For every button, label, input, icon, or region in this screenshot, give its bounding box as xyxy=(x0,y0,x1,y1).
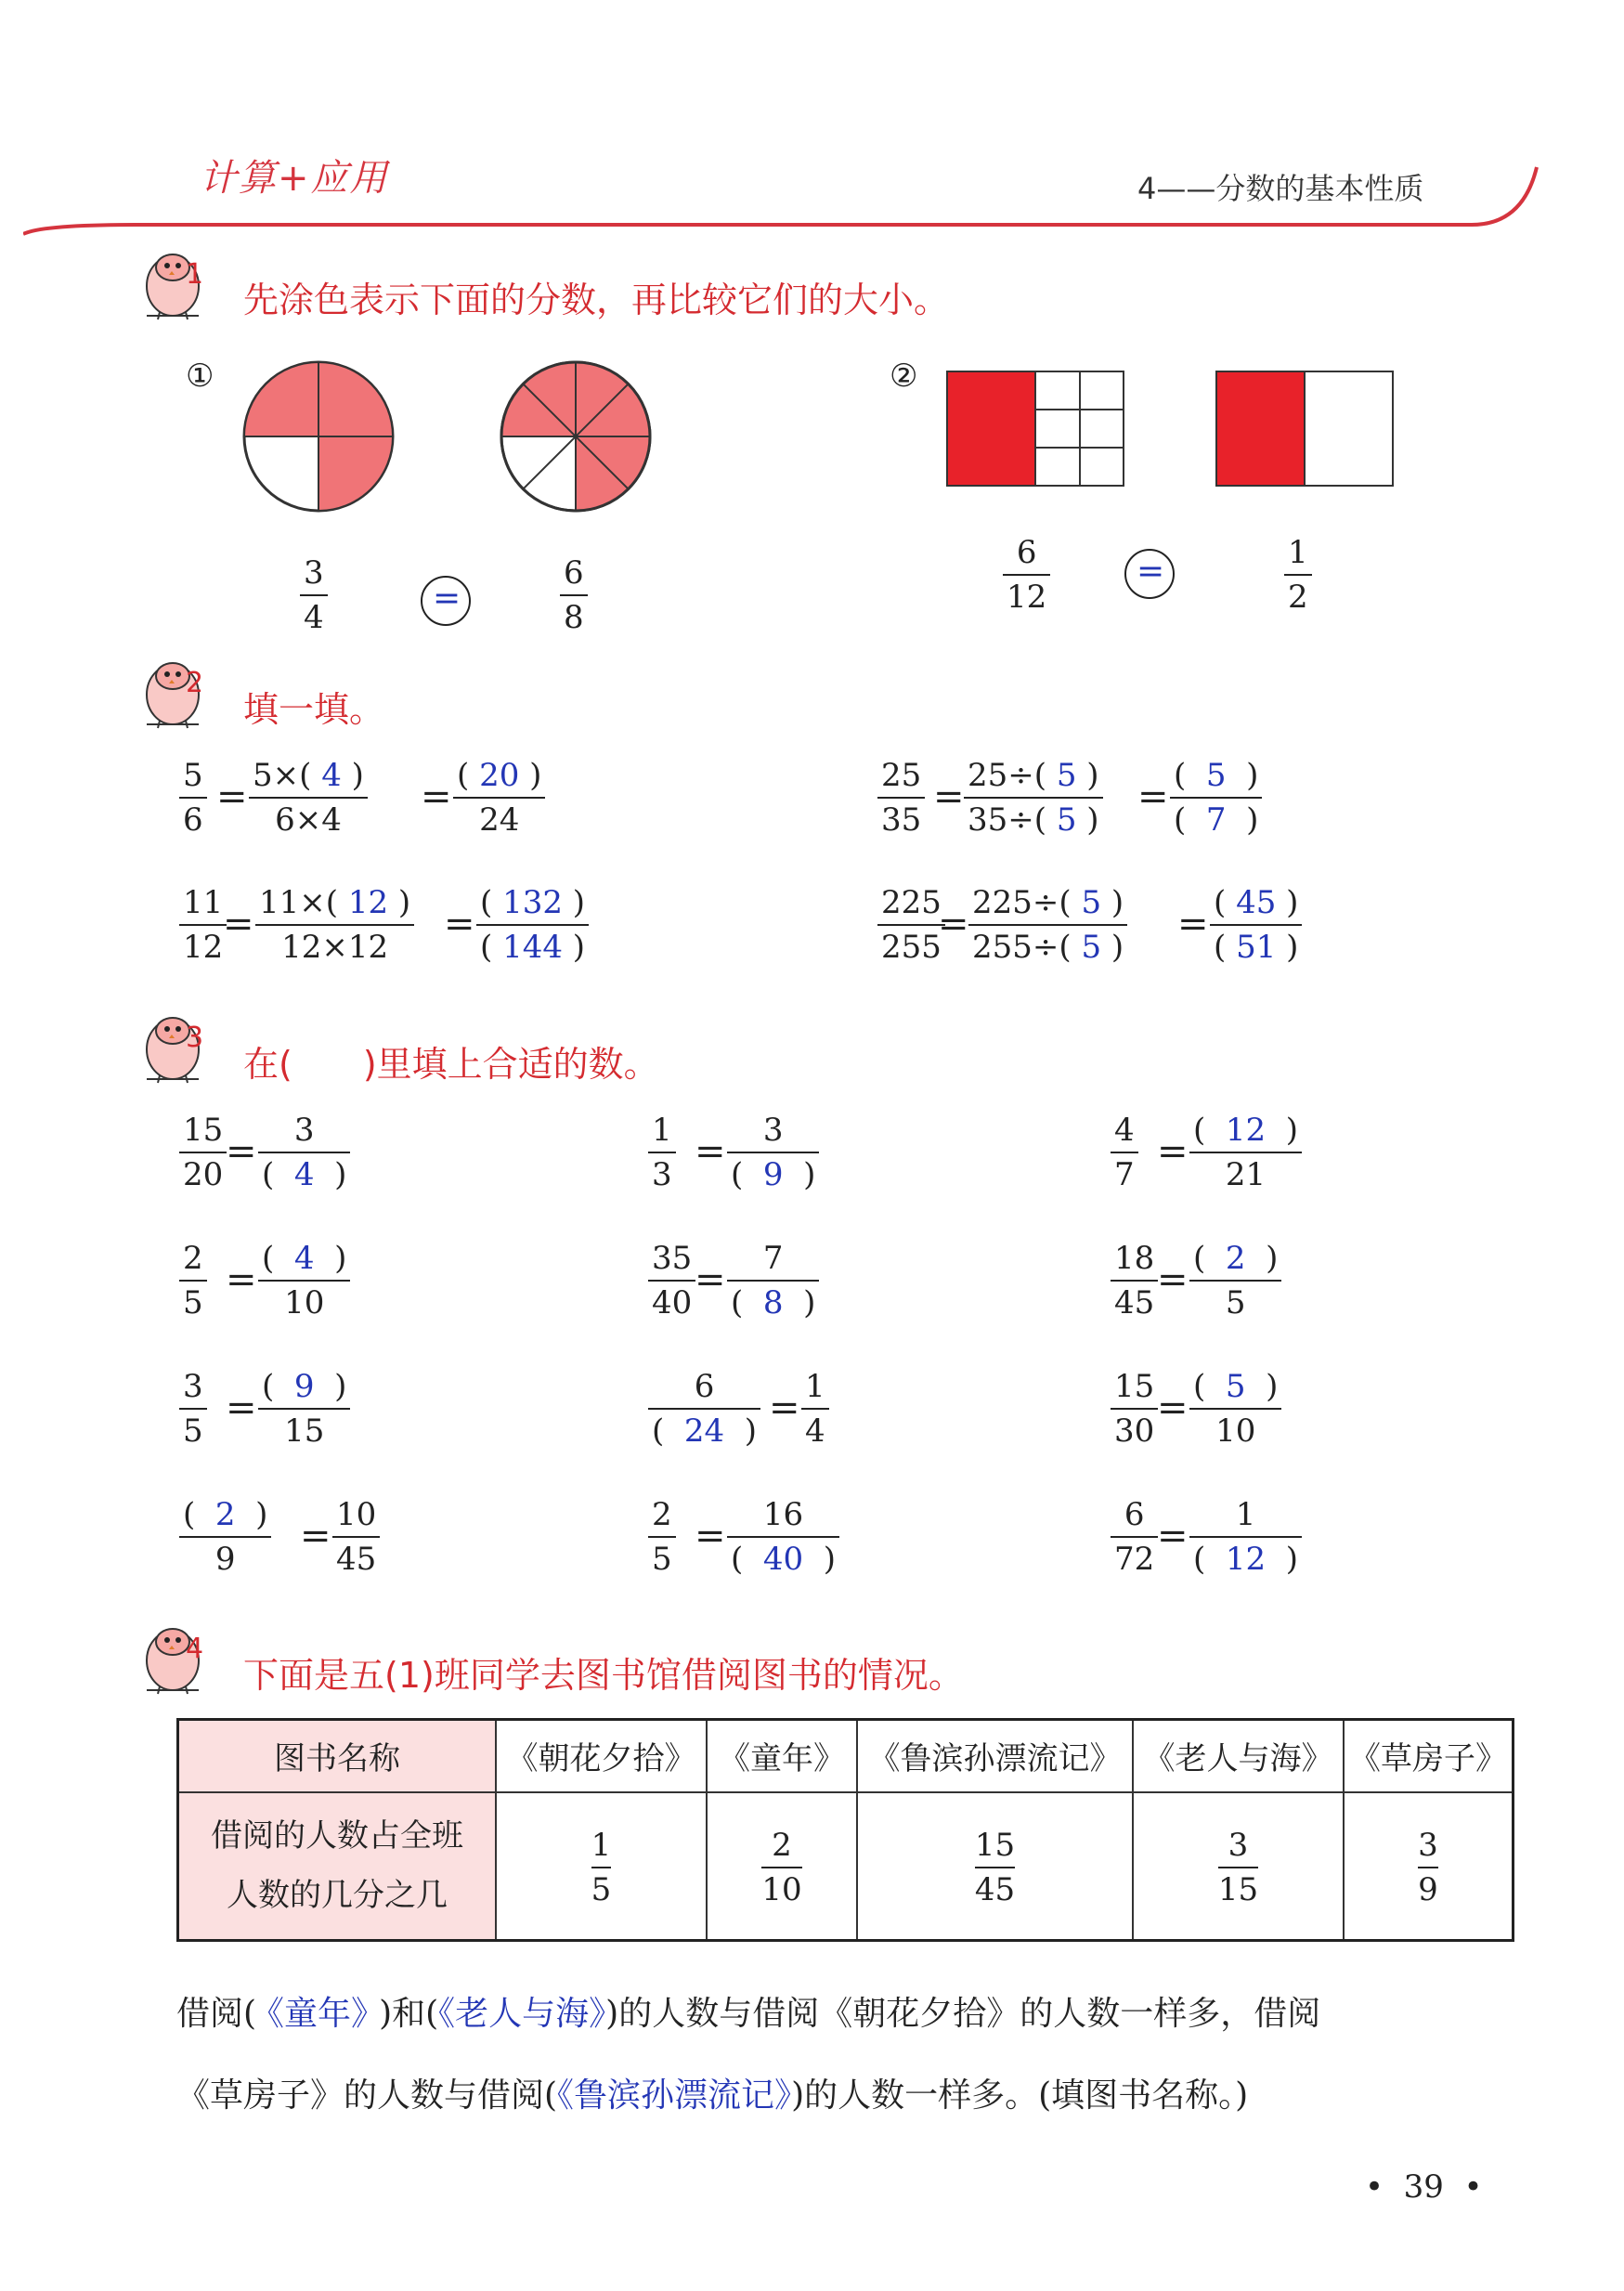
fraction: $\frac{1}{2}$ xyxy=(1286,537,1310,613)
fraction: $\frac{4}{7}$ xyxy=(1112,1114,1137,1191)
book-fraction: $\frac{15}{45}$ xyxy=(857,1792,1133,1941)
fraction: $\frac{3}{5}$ xyxy=(181,1371,205,1447)
fraction: $\frac{1}{3}$ xyxy=(650,1114,674,1191)
header-curve xyxy=(23,158,1555,241)
fraction: $\frac{2}{5}$ xyxy=(650,1499,674,1575)
answer: 12 xyxy=(347,884,389,921)
fraction: $\frac{5\times( 4 )}{6\times 4}$ xyxy=(251,760,366,836)
fraction: $\frac{25}{35}$ xyxy=(879,760,923,836)
book-fraction: $\frac{3}{9}$ xyxy=(1344,1792,1514,1941)
fraction: $\frac{3}{( 4 )}$ xyxy=(260,1114,348,1191)
book-table xyxy=(176,1718,1514,1942)
fraction: $\frac{( 5 )}{10}$ xyxy=(1191,1371,1280,1447)
equals: = xyxy=(223,903,254,945)
answer: 8 xyxy=(762,1284,784,1321)
equals: = xyxy=(1157,1130,1189,1173)
equals: = xyxy=(695,1130,726,1173)
equals: = xyxy=(1157,1258,1189,1301)
question-number: 2 xyxy=(186,667,204,699)
fraction: $\frac{2}{5}$ xyxy=(181,1243,205,1319)
fraction: $\frac{15}{30}$ xyxy=(1112,1371,1156,1447)
chapter-title: 4——分数的基本性质 xyxy=(1137,171,1424,206)
equals: = xyxy=(1157,1515,1189,1557)
answer: 4 xyxy=(321,757,342,794)
fraction: $\frac{1}{( 12 )}$ xyxy=(1191,1499,1300,1575)
fraction: $\frac{( 2 )}{5}$ xyxy=(1191,1243,1280,1319)
equals: = xyxy=(695,1515,726,1557)
fraction: $\frac{18}{45}$ xyxy=(1112,1243,1156,1319)
part-label: ① xyxy=(186,358,214,395)
fraction: $\frac{35}{40}$ xyxy=(650,1243,694,1319)
answer: 5 xyxy=(1081,929,1102,966)
answer: 7 xyxy=(1205,801,1227,839)
fraction: $\frac{6}{12}$ xyxy=(1005,537,1048,613)
book-name: 《鲁滨孙漂流记》 xyxy=(857,1720,1133,1792)
equals: = xyxy=(226,1258,257,1301)
comparison-answer: = xyxy=(1137,553,1165,591)
equals: = xyxy=(695,1258,726,1301)
fraction: $\frac{( 45 )}{( 51 )}$ xyxy=(1212,887,1300,963)
fraction: $\frac{11\times( 12 )}{12\times 12}$ xyxy=(257,887,412,963)
grid-twelfths xyxy=(945,370,1131,490)
fraction: $\frac{3}{( 9 )}$ xyxy=(729,1114,817,1191)
answer: 45 xyxy=(1236,884,1277,921)
fraction: $\frac{16}{( 40 )}$ xyxy=(729,1499,838,1575)
comparison-answer: = xyxy=(433,579,461,618)
equals: = xyxy=(216,775,248,818)
equals: = xyxy=(421,775,452,818)
equals: = xyxy=(226,1130,257,1173)
answer: 4 xyxy=(293,1156,315,1193)
equals: = xyxy=(300,1515,331,1557)
question-title: 下面是五(1)班同学去图书馆借阅图书的情况。 xyxy=(243,1655,964,1696)
answer-sentence-2: 《草房子》的人数与借阅(《鲁滨孙漂流记》)的人数一样多。(填图书名称。) xyxy=(176,2076,1249,2115)
answer: 2 xyxy=(214,1496,236,1533)
fraction: $\frac{( 132 )}{( 144 )}$ xyxy=(478,887,587,963)
fraction: $\frac{3}{4}$ xyxy=(302,557,326,633)
equals: = xyxy=(1137,775,1169,818)
answer: 144 xyxy=(502,929,563,966)
answer: 5 xyxy=(1205,757,1227,794)
fraction: $\frac{15}{20}$ xyxy=(181,1114,225,1191)
fraction: $\frac{( 4 )}{10}$ xyxy=(260,1243,348,1319)
equals: = xyxy=(1157,1386,1189,1429)
pie-quarters xyxy=(240,358,397,515)
answer: 24 xyxy=(683,1412,725,1450)
question-number: 3 xyxy=(186,1022,204,1054)
answer: 《童年》 xyxy=(267,1995,369,2033)
equals: = xyxy=(226,1386,257,1429)
answer: 2 xyxy=(1225,1240,1246,1277)
question-title: 先涂色表示下面的分数，再比较它们的大小。 xyxy=(243,280,950,320)
fraction: $\frac{6}{( 24 )}$ xyxy=(650,1371,759,1447)
fraction: $\frac{225\div( 5 )}{255\div( 5 )}$ xyxy=(970,887,1125,963)
bar-halves xyxy=(1215,370,1400,490)
fraction: $\frac{6}{8}$ xyxy=(562,557,586,633)
fraction: $\frac{( 2 )}{9}$ xyxy=(181,1499,269,1575)
equals: = xyxy=(938,903,969,945)
answer: 5 xyxy=(1081,884,1102,921)
fraction: $\frac{( 9 )}{15}$ xyxy=(260,1371,348,1447)
answer: 4 xyxy=(293,1240,315,1277)
answer: 40 xyxy=(762,1541,804,1578)
fraction: $\frac{6}{72}$ xyxy=(1112,1499,1156,1575)
answer: 51 xyxy=(1236,929,1277,966)
answer: 20 xyxy=(479,757,520,794)
table-header: 借阅的人数占全班 人数的几分之几 xyxy=(178,1792,497,1941)
answer: 9 xyxy=(293,1368,315,1405)
fraction: $\frac{7}{( 8 )}$ xyxy=(729,1243,817,1319)
book-name: 《童年》 xyxy=(707,1720,857,1792)
question-number: 1 xyxy=(186,258,204,291)
book-fraction: $\frac{1}{5}$ xyxy=(496,1792,707,1941)
answer: 12 xyxy=(1225,1112,1267,1149)
fraction: $\frac{25\div( 5 )}{35\div( 5 )}$ xyxy=(966,760,1101,836)
page-number: • 39 • xyxy=(1365,2168,1483,2206)
section-label: 计算+应用 xyxy=(200,157,389,200)
fraction: $\frac{11}{12}$ xyxy=(181,887,225,963)
fraction: $\frac{225}{255}$ xyxy=(879,887,943,963)
question-number: 4 xyxy=(186,1633,204,1665)
fraction: $\frac{1}{4}$ xyxy=(803,1371,827,1447)
book-name: 《朝花夕拾》 xyxy=(496,1720,707,1792)
pie-eighths xyxy=(497,358,655,515)
answer: 《鲁滨孙漂流记》 xyxy=(557,2076,792,2115)
fraction: $\frac{( 5 )}{( 7 )}$ xyxy=(1172,760,1260,836)
fraction: $\frac{( 20 )}{24}$ xyxy=(455,760,543,836)
fraction: $\frac{5}{6}$ xyxy=(181,760,205,836)
answer: 9 xyxy=(762,1156,784,1193)
fraction: $\frac{10}{45}$ xyxy=(334,1499,378,1575)
book-name: 《草房子》 xyxy=(1344,1720,1514,1792)
answer: 5 xyxy=(1056,757,1077,794)
answer: 5 xyxy=(1225,1368,1246,1405)
equals: = xyxy=(1177,903,1209,945)
book-fraction: $\frac{2}{10}$ xyxy=(707,1792,857,1941)
answer: 12 xyxy=(1225,1541,1267,1578)
equals: = xyxy=(769,1386,800,1429)
question-title: 在( )里填上合适的数。 xyxy=(243,1044,659,1085)
table-header: 图书名称 xyxy=(178,1720,497,1792)
equals: = xyxy=(444,903,475,945)
answer: 132 xyxy=(502,884,563,921)
equals: = xyxy=(933,775,965,818)
answer: 《老人与海》 xyxy=(438,1995,606,2033)
answer: 5 xyxy=(1056,801,1077,839)
fraction: $\frac{( 12 )}{21}$ xyxy=(1191,1114,1300,1191)
question-title: 填一填。 xyxy=(243,689,385,730)
book-fraction: $\frac{3}{15}$ xyxy=(1133,1792,1344,1941)
book-name: 《老人与海》 xyxy=(1133,1720,1344,1792)
part-label: ② xyxy=(890,358,918,395)
answer-sentence-1: 借阅( 《童年》 )和(《老人与海》)的人数与借阅《朝花夕拾》的人数一样多，借阅 xyxy=(176,1995,1321,2033)
